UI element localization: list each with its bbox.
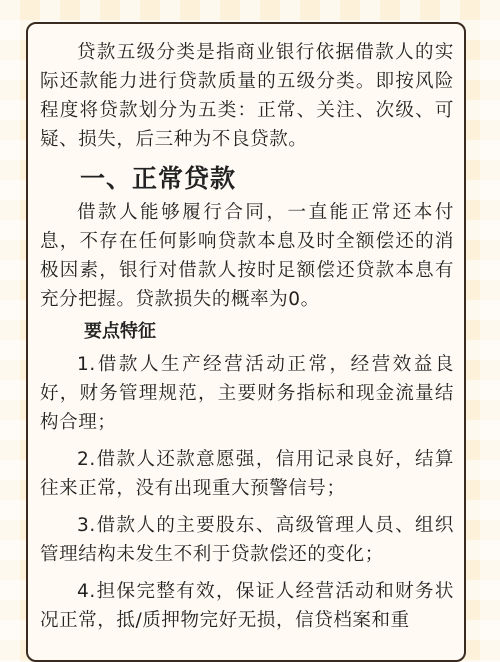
section-description: 借款人能够履行合同，一直能正常还本付息，不存在任何影响贷款本息及时全额偿还的消极因素，银行对借款人按时足额偿还贷款本息有充分把握。贷款损失的概率为0。	[40, 202, 454, 310]
feature-item: 1.借款人生产经营活动正常，经营效益良好，财务管理规范，主要财务指标和现金流量结构合理；	[40, 354, 454, 433]
section-heading: 一、正常贷款	[80, 164, 237, 193]
feature-item: 3.借款人的主要股东、高级管理人员、组织管理结构未发生不利于贷款偿还的变化；	[40, 515, 454, 565]
intro-paragraph: 贷款五级分类是指商业银行依据借款人的实际还款能力进行贷款质量的五级分类。即按风险程度将贷款划分为五类：正常、关注、次级、可疑、损失，后三种为不良贷款。	[40, 42, 454, 150]
content-card	[26, 22, 466, 662]
feature-item: 2.借款人还款意愿强，信用记录良好，结算往来正常，没有出现重大预警信号；	[40, 449, 454, 499]
feature-item: 4.担保完整有效，保证人经营活动和财务状况正常，抵/质押物完好无损，信贷档案和重	[40, 581, 454, 631]
key-features-heading: 要点特征	[84, 321, 156, 342]
